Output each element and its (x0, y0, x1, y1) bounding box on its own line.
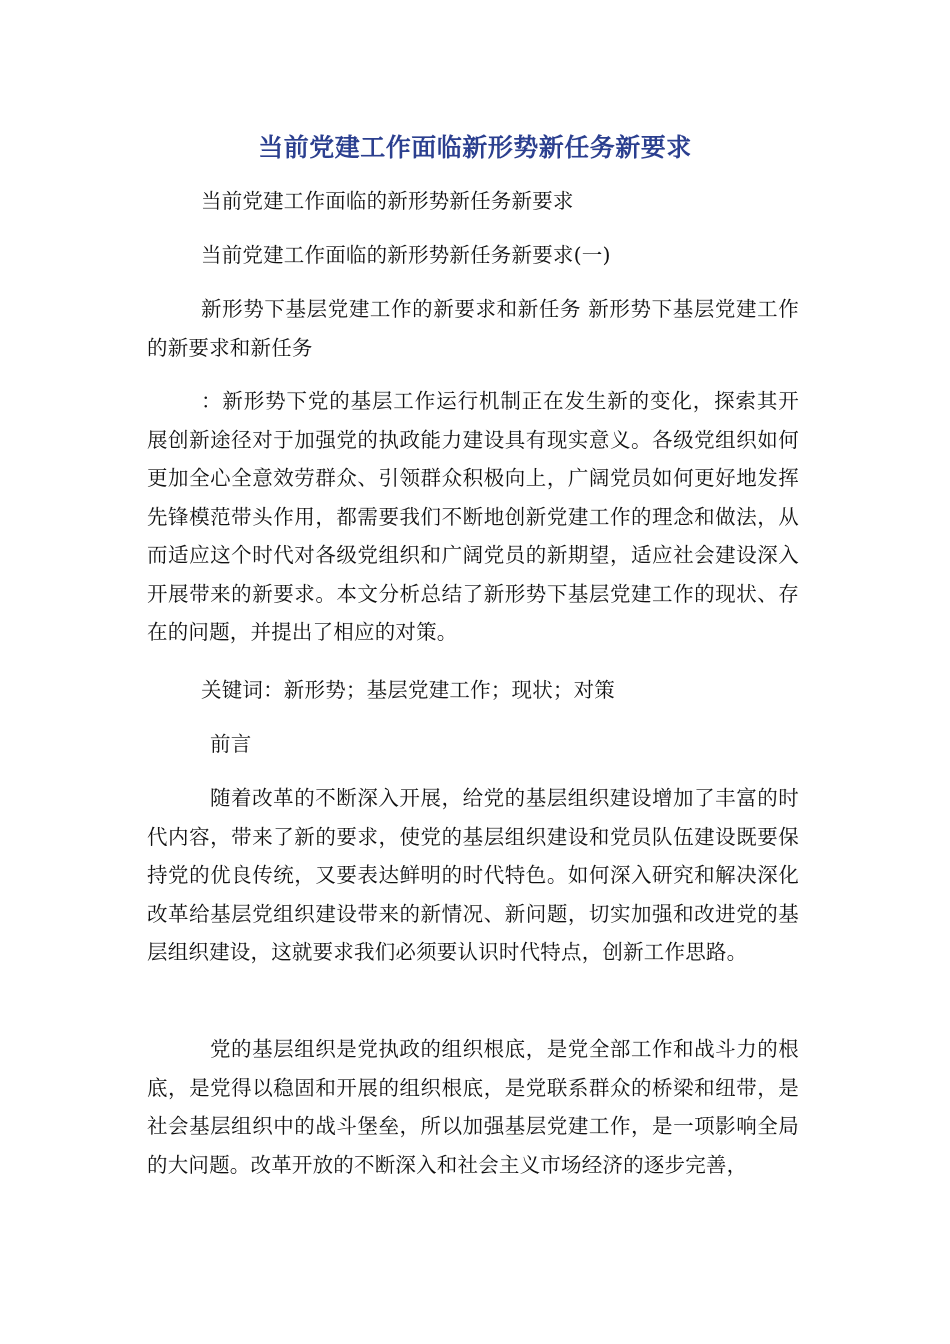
keywords-paragraph: 关键词：新形势；基层党建工作；现状；对策 (201, 678, 615, 702)
subtitle-paragraph: 当前党建工作面临的新形势新任务新要求 (201, 189, 574, 213)
abstract-paragraph: ：新形势下党的基层工作运行机制正在发生新的变化，探索其开展创新途径对于加强党的执政能力建设具有现实意义。各级党组织如何更加全心全意效劳群众、引领群众积极向上，广阔党员如何更好地发挥先锋模范带头作用，都需要我们不断地创新党建工作的理念和做法，从而适应这个时代对各级党组织和广阔党员的新期望，适应社会建设深入开展带来的新要求。本文分析总结了新形势下基层党建工作的现状、存在的问题，并提出了相应的对策。 (147, 389, 799, 644)
heading-paragraph: 新形势下基层党建工作的新要求和新任务 新形势下基层党建工作的新要求和新任务 (147, 297, 799, 360)
preface-heading: 前言 (210, 732, 252, 756)
body-paragraph: 党的基层组织是党执政的组织根底，是党全部工作和战斗力的根底，是党得以稳固和开展的组织根底，是党联系群众的桥梁和纽带，是社会基层组织中的战斗堡垒，所以加强基层党建工作，是一项影响全局的大问题。改革开放的不断深入和社会主义市场经济的逐步完善， (147, 1037, 799, 1177)
subtitle-part-one-paragraph: 当前党建工作面临的新形势新任务新要求(一) (201, 243, 611, 267)
document-title: 当前党建工作面临新形势新任务新要求 (258, 133, 692, 162)
body-paragraph: 随着改革的不断深入开展，给党的基层组织建设增加了丰富的时代内容，带来了新的要求，使党的基层组织建设和党员队伍建设既要保持党的优良传统，又要表达鲜明的时代特色。如何深入研究和解决深化改革给基层党组织建设带来的新情况、新问题，切实加强和改进党的基层组织建设，这就要求我们必须要认识时代特点，创新工作思路。 (147, 786, 799, 964)
